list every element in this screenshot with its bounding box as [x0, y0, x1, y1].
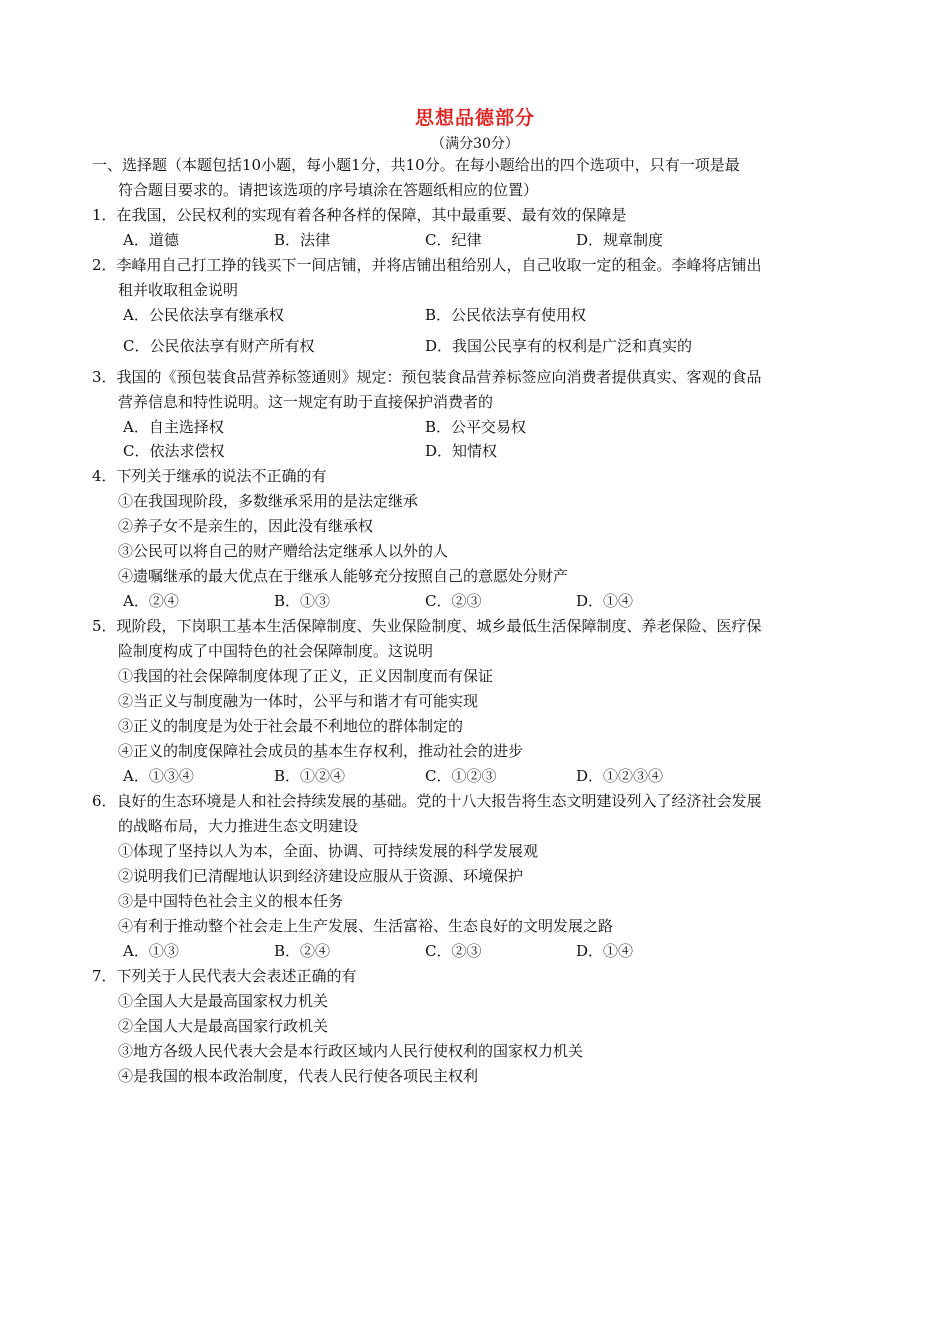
option-d: D．我国公民享有的权利是广泛和真实的 — [425, 337, 693, 355]
option-c: C．公民依法享有财产所有权 — [123, 337, 315, 355]
option-b: B．②④ — [274, 942, 331, 960]
statement-3: ③地方各级人民代表大会是本行政区域内人民行使权利的国家权力机关 — [118, 1042, 584, 1060]
statement-4: ④是我国的根本政治制度，代表人民行使各项民主权利 — [118, 1067, 479, 1085]
question-stem: 5．现阶段，下岗职工基本生活保障制度、失业保险制度、城乡最低生活保障制度、养老保险、医疗保 — [92, 617, 762, 635]
option-a: A．①③④ — [123, 767, 194, 785]
statement-2: ②养子女不是亲生的，因此没有继承权 — [118, 517, 374, 535]
option-d: D．①②③④ — [576, 767, 664, 785]
question-stem: 1．在我国，公民权利的实现有着各种各样的保障，其中最重要、最有效的保障是 — [92, 206, 627, 224]
question-stem: 3．我国的《预包装食品营养标签通则》规定：预包装食品营养标签应向消费者提供真实、客观的食品 — [92, 368, 762, 386]
option-c: C．依法求偿权 — [123, 442, 225, 460]
question-stem: 6．良好的生态环境是人和社会持续发展的基础。党的十八大报告将生态文明建设列入了经济社会发展 — [92, 792, 762, 810]
statement-3: ③是中国特色社会主义的根本任务 — [118, 892, 344, 910]
statement-1: ①我国的社会保障制度体现了正义，正义因制度而有保证 — [118, 667, 494, 685]
option-a: A．道德 — [123, 231, 179, 249]
statement-3: ③公民可以将自己的财产赠给法定继承人以外的人 — [118, 542, 449, 560]
question-stem-cont: 的战略布局，大力推进生态文明建设 — [118, 817, 359, 835]
option-b: B．①③ — [274, 592, 331, 610]
option-d: D．知情权 — [425, 442, 498, 460]
page-title: 思想品德部分 — [414, 107, 535, 129]
option-a: A．②④ — [123, 592, 179, 610]
option-b: B．①②④ — [274, 767, 346, 785]
question-stem: 4．下列关于继承的说法不正确的有 — [92, 467, 327, 485]
statement-3: ③正义的制度是为处于社会最不利地位的群体制定的 — [118, 717, 464, 735]
option-b: B．公平交易权 — [425, 418, 527, 436]
statement-1: ①在我国现阶段，多数继承采用的是法定继承 — [118, 492, 419, 510]
statement-2: ②当正义与制度融为一体时，公平与和谐才有可能实现 — [118, 692, 479, 710]
question-stem: 7．下列关于人民代表大会表述正确的有 — [92, 967, 357, 985]
option-a: A．①③ — [123, 942, 179, 960]
option-c: C．②③ — [425, 942, 482, 960]
section-heading: 一、选择题（本题包括10小题，每小题1分，共10分。在每小题给出的四个选项中，只有一项是最 — [92, 156, 740, 174]
option-c: C．②③ — [425, 592, 482, 610]
option-c: C．①②③ — [425, 767, 497, 785]
statement-1: ①体现了坚持以人为本，全面、协调、可持续发展的科学发展观 — [118, 842, 539, 860]
statement-2: ②说明我们已清醒地认识到经济建设应服从于资源、环境保护 — [118, 867, 524, 885]
option-d: D．①④ — [576, 592, 634, 610]
statement-4: ④有利于推动整个社会走上生产发展、生活富裕、生态良好的文明发展之路 — [118, 917, 614, 935]
page-subtitle: （满分30分） — [431, 136, 519, 152]
option-c: C．纪律 — [425, 231, 482, 249]
option-a: A．自主选择权 — [123, 418, 224, 436]
option-b: B．法律 — [274, 231, 331, 249]
question-stem: 2．李峰用自己打工挣的钱买下一间店铺，并将店铺出租给别人，自己收取一定的租金。李峰将店铺出 — [92, 256, 762, 274]
question-stem-cont: 险制度构成了中国特色的社会保障制度。这说明 — [118, 642, 434, 660]
statement-4: ④遗嘱继承的最大优点在于继承人能够充分按照自己的意愿处分财产 — [118, 567, 569, 585]
statement-2: ②全国人大是最高国家行政机关 — [118, 1017, 329, 1035]
option-d: D．①④ — [576, 942, 634, 960]
statement-1: ①全国人大是最高国家权力机关 — [118, 992, 329, 1010]
question-stem-cont: 租并收取租金说明 — [118, 281, 239, 299]
section-heading-cont: 符合题目要求的。请把该选项的序号填涂在答题纸相应的位置） — [118, 181, 539, 199]
option-b: B．公民依法享有使用权 — [425, 306, 587, 324]
option-d: D．规章制度 — [576, 231, 664, 249]
option-a: A．公民依法享有继承权 — [123, 306, 284, 324]
question-stem-cont: 营养信息和特性说明。这一规定有助于直接保护消费者的 — [118, 393, 494, 411]
statement-4: ④正义的制度保障社会成员的基本生存权利，推动社会的进步 — [118, 742, 524, 760]
